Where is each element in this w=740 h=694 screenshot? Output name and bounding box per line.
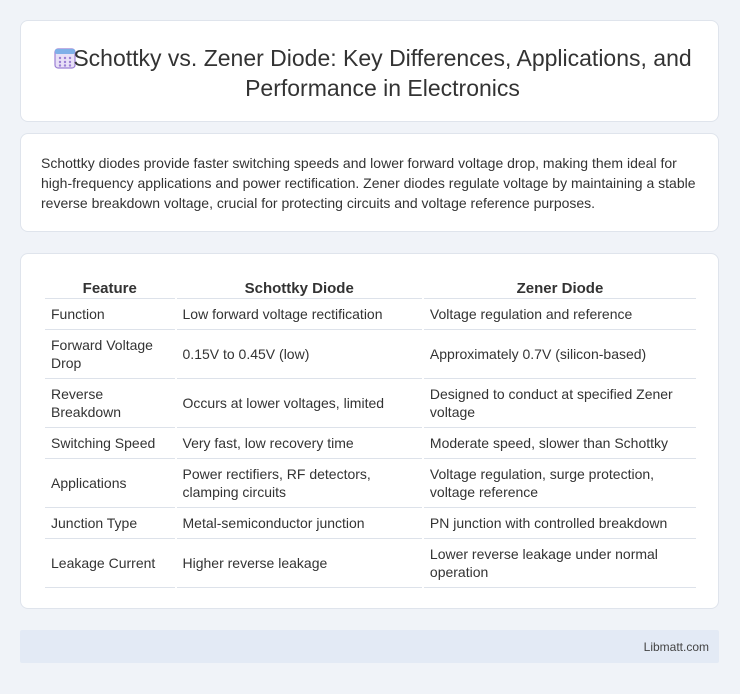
table-row [45, 539, 696, 588]
table-row [45, 508, 696, 539]
table-row [45, 330, 696, 379]
schottky-cell: Metal-semiconductor junction [177, 508, 422, 539]
intro-paragraph: Schottky diodes provide faster switching speeds and lower forward voltage drop, making them ideal for high-frequency applications and power rectification. Zener diodes regulate voltage by maintaining a stable reverse breakdown voltage, crucial for protecting circuits and voltage reference purposes. [41, 155, 696, 211]
header-schottky: Schottky Diode [177, 274, 422, 299]
zener-cell: PN junction with controlled breakdown [424, 508, 696, 539]
footer-brand-link[interactable]: Libmatt.com [643, 640, 709, 654]
feature-cell: Reverse Breakdown [45, 379, 175, 428]
footer-bar [20, 630, 719, 663]
header-feature: Feature [45, 274, 175, 299]
feature-cell: Switching Speed [45, 428, 175, 459]
schottky-cell: Low forward voltage rectification [177, 299, 422, 330]
zener-cell: Voltage regulation and reference [424, 299, 696, 330]
comparison-table [43, 274, 698, 588]
table-header-row [45, 274, 696, 299]
table-row [45, 299, 696, 330]
schottky-cell: Occurs at lower voltages, limited [177, 379, 422, 428]
page-title: Schottky vs. Zener Diode: Key Differences, Applications, and Performance in Electronics [73, 45, 692, 101]
zener-cell: Designed to conduct at specified Zener voltage [424, 379, 696, 428]
schottky-cell: Higher reverse leakage [177, 539, 422, 588]
zener-cell: Approximately 0.7V (silicon-based) [424, 330, 696, 379]
schottky-cell: Power rectifiers, RF detectors, clamping circuits [177, 459, 422, 508]
intro-card [20, 133, 719, 232]
feature-cell: Junction Type [45, 508, 175, 539]
title-card [20, 20, 719, 122]
zener-cell: Moderate speed, slower than Schottky [424, 428, 696, 459]
header-zener: Zener Diode [424, 274, 696, 299]
feature-cell: Applications [45, 459, 175, 508]
schottky-cell: Very fast, low recovery time [177, 428, 422, 459]
table-row [45, 379, 696, 428]
zener-cell: Lower reverse leakage under normal operation [424, 539, 696, 588]
feature-cell: Function [45, 299, 175, 330]
schottky-cell: 0.15V to 0.45V (low) [177, 330, 422, 379]
feature-cell: Forward Voltage Drop [45, 330, 175, 379]
feature-cell: Leakage Current [45, 539, 175, 588]
comparison-table-card [20, 253, 719, 609]
zener-cell: Voltage regulation, surge protection, voltage reference [424, 459, 696, 508]
table-row [45, 459, 696, 508]
table-row [45, 428, 696, 459]
